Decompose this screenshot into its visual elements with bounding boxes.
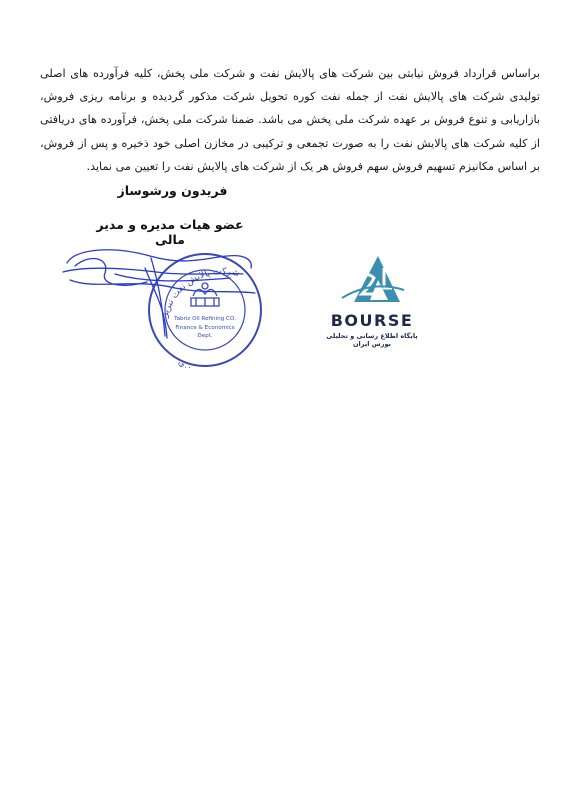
signature-and-stamp bbox=[55, 238, 270, 368]
signatory-title: عضو هیات مدیره و مدیر مالی bbox=[96, 217, 244, 247]
stamp-top-arc: شرکت پالایش نفت تبریز bbox=[160, 266, 241, 319]
signatory-name: فریدون ورشوساز bbox=[117, 183, 228, 198]
logo-wordmark: BOURSE bbox=[330, 311, 414, 330]
refinery-emblem-icon bbox=[191, 283, 219, 306]
body-paragraph: براساس قرارداد فروش نیابتی بین شرکت های پالایش نفت و شرکت ملی پخش، کلیه فرآورده های اصلی تولیدی شرکت های پالایش نفت از جمله نفت کوره تحویل شرکت مذکور گردیده و برنامه ریزی فروش، بازاریابی و تنوع فروش بر عهده شرکت ملی پخش می باشد. ضمنا شرکت ملی پخش، فرآورده های دریافتی از کلیه شرکت های پالایش نفت را به صورت تجمعی و ترکیبی در مخازن اصلی خود ذخیره و پس از فروش، بر اساس مکانیزم تسهیم فروش سهم فروش هر یک از شرکت های پالایش نفت را تعیین می نماید. bbox=[40, 67, 540, 173]
logo-caption: پایگاه اطلاع رسانی و تحلیلی بورس ایران bbox=[326, 332, 418, 348]
stamp-bottom-arc: دی bbox=[175, 358, 190, 368]
stamp-inner-line-3: Dept. bbox=[197, 333, 213, 339]
stamp-inner-line-1: Tabriz Oil Refining CO. bbox=[174, 316, 236, 322]
stamp-inner-line-2: Finance & Economics bbox=[175, 325, 235, 331]
official-stamp bbox=[55, 238, 270, 368]
